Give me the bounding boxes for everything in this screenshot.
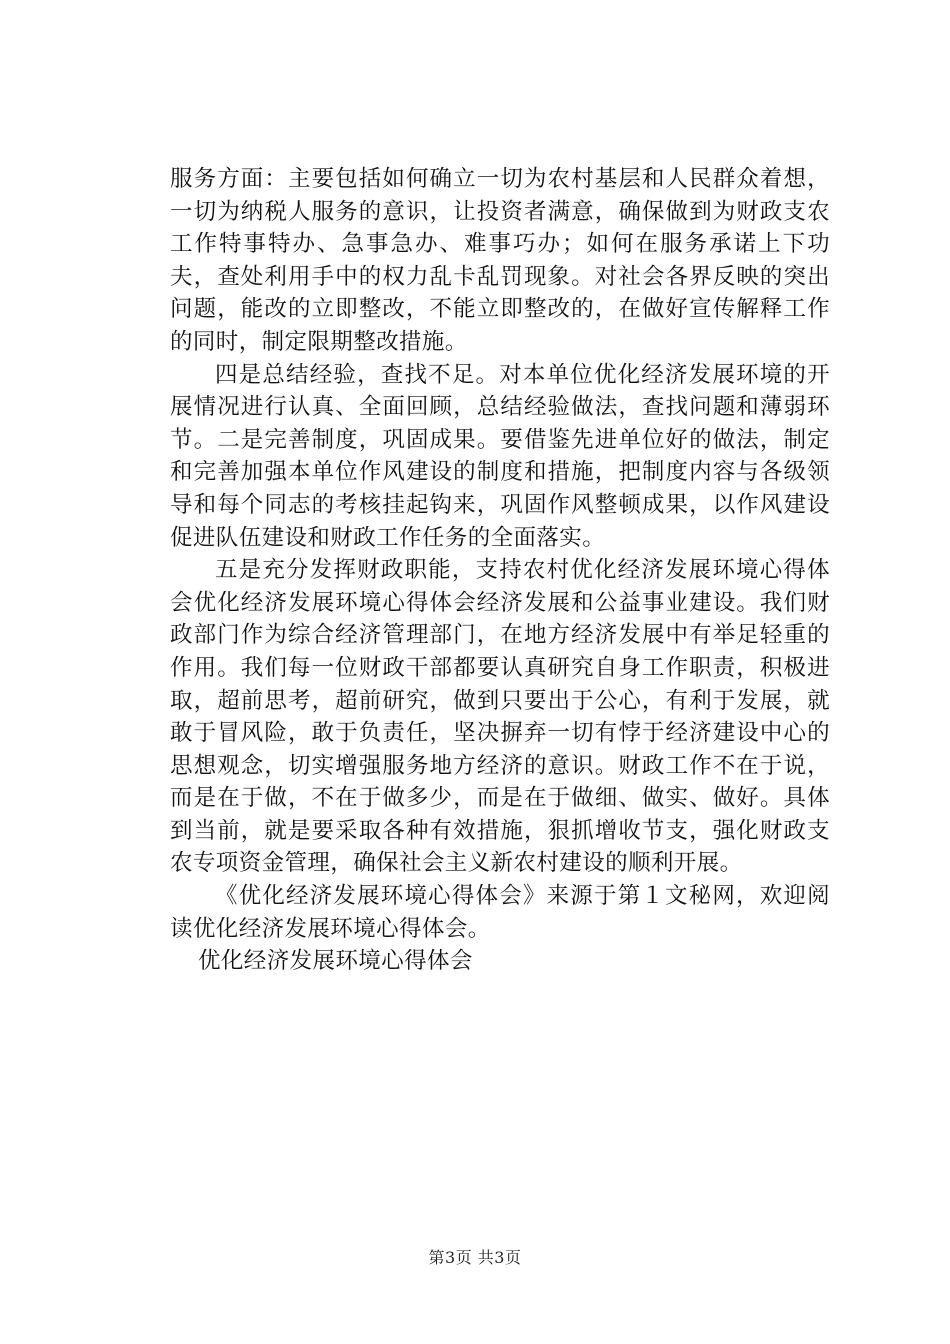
paragraph-finance-function: 五是充分发挥财政职能，支持农村优化经济发展环境心得体会优化经济发展环境心得体会经济发展和公益事业建设。我们财政部门作为综合经济管理部门，在地方经济发展中有举足轻重的作用。我们每一位财政干部都要认真研究自身工作职责，积极进取，超前思考，超前研究，做到只要出于公心，有利于发展，就敢于冒风险，敢于负责任，坚决摒弃一切有悖于经济建设中心的思想观念，切实增强服务地方经济的意识。财政工作不在于说，而是在于做，不在于做多少，而是在于做细、做实、做好。具体到当前，就是要采取各种有效措施，狠抓增收节支，强化财政支农专项资金管理，确保社会主义新农村建设的顺利开展。 [170,557,830,877]
paragraph-summarize-experience: 四是总结经验，查找不足。对本单位优化经济发展环境的开展情况进行认真、全面回顾，总结经验做法，查找问题和薄弱环节。二是完善制度，巩固成果。要借鉴先进单位好的做法，制定和完善加强本单位作风建设的制度和措施，把制度内容与各级领导和每个同志的考核挂起钩来，巩固作风整顿成果，以作风建设促进队伍建设和财政工作任务的全面落实。 [170,361,830,551]
trailing-title-line: 优化经济发展环境心得体会 [198,948,473,975]
paragraph-source-note: 《优化经济发展环境心得体会》来源于第１文秘网，欢迎阅读优化经济发展环境心得体会。 [170,883,830,942]
paragraph-service: 服务方面：主要包括如何确立一切为农村基层和人民群众着想，一切为纳税人服务的意识，让投资者满意，确保做到为财政支农工作特事特办、急事急办、难事巧办；如何在服务承诺上下功夫，查处利用手中的权力乱卡乱罚现象。对社会各界反映的突出问题，能改的立即整改，不能立即整改的，在做好宣传解释工作的同时，制定限期整改措施。 [170,166,830,355]
document-body [170,163,830,978]
page-footer: 第3页 共3页 [428,1248,522,1267]
